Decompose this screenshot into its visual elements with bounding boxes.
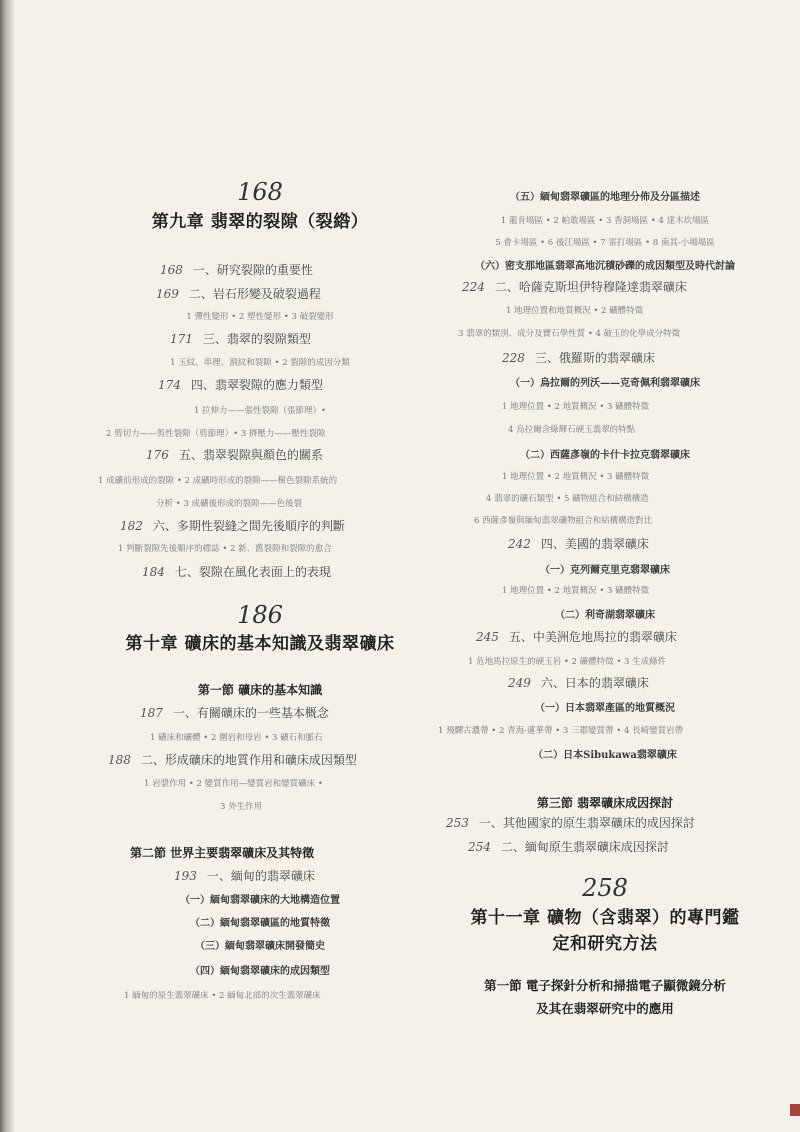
toc-entry: 168 一、研究裂隙的重要性 xyxy=(160,263,313,277)
toc-subheading: （二）西薩彥嶺的卡什卡拉克翡翠礦床 xyxy=(520,450,690,461)
toc-subheading: （三）緬甸翡翠礦床開發簡史 xyxy=(195,941,325,952)
toc-subentry: 3 外生作用 xyxy=(220,802,263,812)
toc-subentry: 1 飛驒古濃帶 • 2 青海-蓮華帶 • 3 三郡變質帶 • 4 長崎變質岩帶 xyxy=(438,726,684,736)
toc-entry: 174 四、翡翠裂隙的應力類型 xyxy=(158,378,323,392)
toc-subentry: 1 拉伸力——張性裂隙（張節理）• xyxy=(193,406,327,416)
toc-subentry: 1 地理位置 • 2 地質概況 • 3 礦體特徵 xyxy=(502,472,650,482)
page-edge-shadow xyxy=(0,0,14,1132)
toc-subentry: 1 地理位置和地質概況 • 2 礦體特徵 xyxy=(506,306,644,316)
toc-subentry: 2 剪切力——剪性裂隙（剪節理）• 3 擠壓力——壓性裂隙 xyxy=(106,429,326,439)
toc-entry: 171 三、翡翠的裂隙類型 xyxy=(170,332,311,346)
chapter-11-page: 258 xyxy=(582,874,628,902)
section-title: 第一節 礦床的基本知識 xyxy=(197,683,323,697)
toc-subentry: 4 翡翠的礦石類型 • 5 礦物組合和結構構造 xyxy=(486,494,649,504)
toc-entry: 228 三、俄羅斯的翡翠礦床 xyxy=(502,351,655,365)
toc-subentry: 1 成礦前形成的裂隙 • 2 成礦時形成的裂隙——樹色裂隙系統的 xyxy=(98,476,338,486)
toc-subentry: 1 岩漿作用 • 2 變質作用—變質岩和變質礦床 • xyxy=(144,779,323,789)
toc-subentry: 1 地理位置 • 2 地質概況 • 3 礦體特徵 xyxy=(502,402,650,412)
page-corner-mark xyxy=(790,1104,800,1116)
toc-subheading: （一）緬甸翡翠礦床的大地構造位置 xyxy=(180,895,340,906)
toc-entry: 224 二、哈薩克斯坦伊特穆隆達翡翠礦床 xyxy=(462,280,687,294)
toc-subheading: （一）日本翡翠產區的地質概況 xyxy=(535,703,675,714)
chapter-9-title: 第九章 翡翠的裂隙（裂綹） xyxy=(151,212,369,232)
toc-entry: 254 二、緬甸原生翡翠礦床成因探討 xyxy=(468,840,669,854)
chapter-11-title-cont: 定和研究方法 xyxy=(552,934,658,954)
toc-subheading: （一）克列爾克里克翡翠礦床 xyxy=(540,565,670,576)
toc-subentry: 1 玉紋、串理、割紋和裂隙 • 2 裂隙的成因分類 xyxy=(170,358,350,368)
toc-subheading: （四）緬甸翡翠礦床的成因類型 xyxy=(190,966,330,977)
toc-entry: 169 二、岩石形變及破裂過程 xyxy=(156,287,321,301)
toc-subheading: （二）利奇湖翡翠礦床 xyxy=(555,610,655,621)
toc-subentry: 6 西薩彥嶺與緬甸翡翠礦物組合和結構構造對比 xyxy=(474,516,653,526)
toc-subheading: （一）烏拉爾的列沃——克奇佩利翡翠礦床 xyxy=(510,378,700,389)
toc-entry: 182 六、多期性裂縫之間先後順序的判斷 xyxy=(120,519,345,533)
section-title-cont: 及其在翡翠研究中的應用 xyxy=(536,1001,674,1016)
toc-subentry: 1 判斷裂隙先後順序的標誌 • 2 新、舊裂隙和裂隙的愈合 xyxy=(118,544,332,554)
toc-entry: 176 五、翡翠裂隙與顏色的關系 xyxy=(146,448,323,462)
toc-entry: 188 二、形成礦床的地質作用和礦床成因類型 xyxy=(108,753,357,767)
chapter-9-page: 168 xyxy=(237,178,283,206)
toc-subentry: 4 烏拉爾含綠輝石硬玉翡翠的特點 xyxy=(508,425,636,435)
toc-subheading: （五）緬甸翡翠礦區的地理分佈及分區描述 xyxy=(510,192,700,203)
chapter-10-title: 第十章 礦床的基本知識及翡翠礦床 xyxy=(125,634,395,654)
toc-subentry: 1 礦床和礦體 • 2 圍岩和母岩 • 3 礦石和脈石 xyxy=(150,733,323,743)
section-title: 第三節 翡翠礦床成因探討 xyxy=(536,796,674,810)
toc-subentry: 分析 • 3 成礦後形成的裂隙——色後裂 xyxy=(156,499,303,509)
chapter-10-page: 186 xyxy=(237,601,283,629)
toc-subentry: 5 會卡場區 • 6 後江場區 • 7 雷打場區 • 8 南其-小場場區 xyxy=(495,238,715,248)
toc-entry: 187 一、有關礦床的一些基本概念 xyxy=(140,706,329,720)
chapter-11-title: 第十一章 礦物（含翡翠）的專門鑑 xyxy=(470,908,740,928)
toc-subheading: （二）日本Sibukawa翡翠礦床 xyxy=(533,750,677,761)
toc-subentry: 1 危地馬拉原生的硬玉岩 • 2 礦體特徵 • 3 生成條件 xyxy=(468,657,667,667)
toc-entry: 193 一、緬甸的翡翠礦床 xyxy=(174,869,315,883)
section-title: 第一節 電子探針分析和掃描電子顯微鏡分析 xyxy=(484,978,726,993)
toc-subheading: （二）緬甸翡翠礦區的地質特徵 xyxy=(190,918,330,929)
toc-subentry: 3 翡翠的類別、成分及寶石學性質 • 4 破玉的化學成分特徵 xyxy=(458,329,681,339)
toc-subentry: 1 緬甸的原生翡翠礦床 • 2 緬甸北部的次生翡翠礦床 xyxy=(124,991,321,1001)
toc-subheading: （六）密支那地區翡翠高地沉積砂礫的成因類型及時代討論 xyxy=(475,261,735,272)
toc-entry: 253 一、其他國家的原生翡翠礦床的成因探討 xyxy=(446,816,695,830)
section-title: 第二節 世界主要翡翠礦床及其特徵 xyxy=(130,846,315,860)
toc-entry: 184 七、裂隙在風化表面上的表現 xyxy=(142,565,331,579)
toc-subentry: 1 地理位置 • 2 地質概況 • 3 礦體特徵 xyxy=(502,586,650,596)
toc-entry: 249 六、日本的翡翠礦床 xyxy=(508,676,649,690)
toc-subentry: 1 彈性變形 • 2 塑性變形 • 3 破裂變形 xyxy=(186,312,334,322)
toc-subentry: 1 龍肯場區 • 2 帕敢場區 • 3 香洞場區 • 4 達木坎場區 xyxy=(500,216,710,226)
toc-entry: 245 五、中美洲危地馬拉的翡翠礦床 xyxy=(476,630,677,644)
toc-entry: 242 四、美國的翡翠礦床 xyxy=(508,537,649,551)
